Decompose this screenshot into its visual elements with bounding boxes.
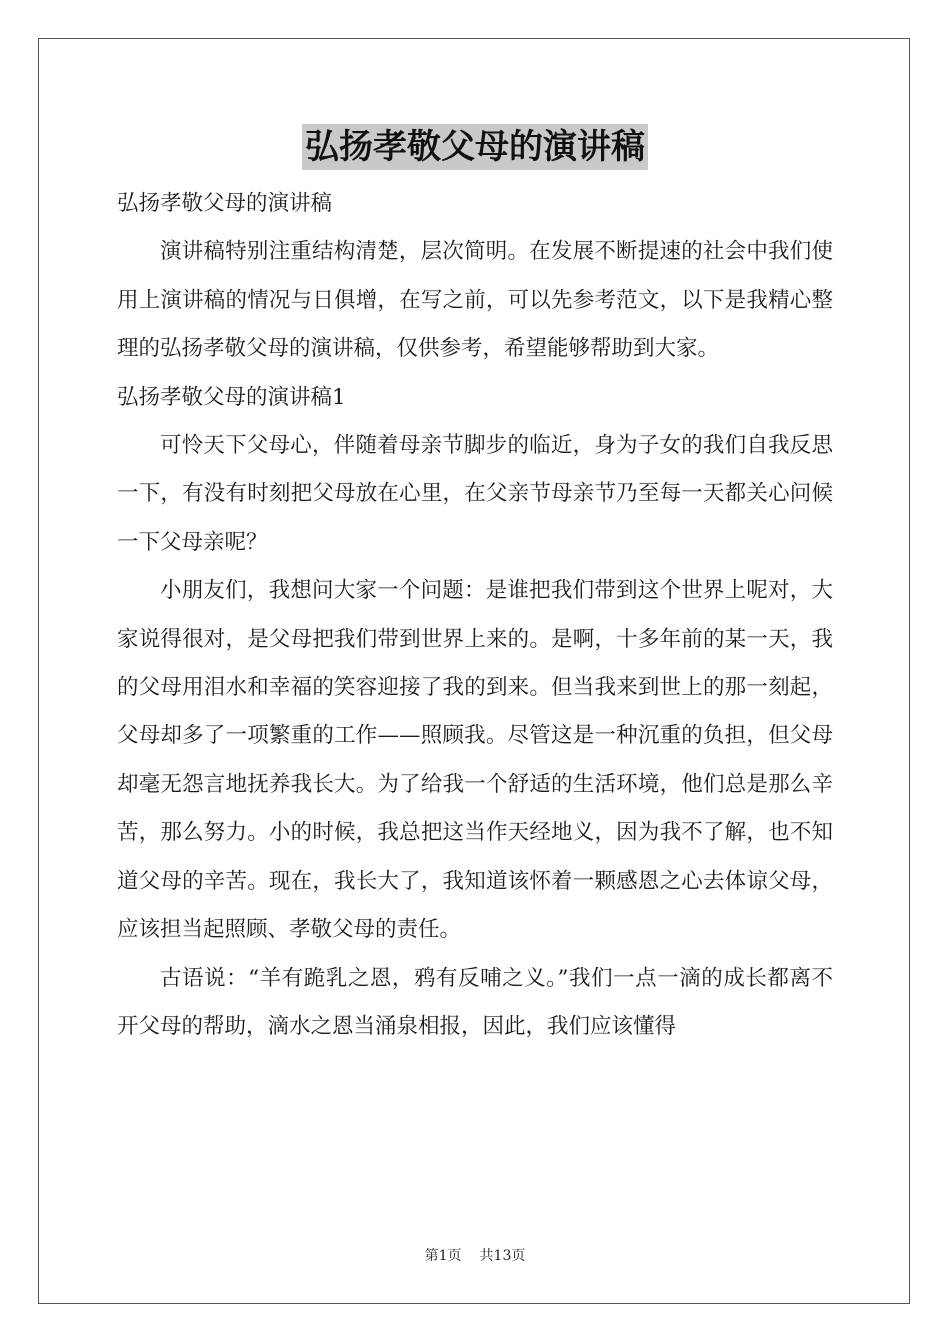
document-subtitle: 弘扬孝敬父母的演讲稿 — [117, 191, 333, 216]
section-heading: 弘扬孝敬父母的演讲稿1 — [117, 384, 346, 410]
title-container — [0, 124, 950, 170]
document-body — [117, 180, 833, 1051]
body-paragraph: 古语说：“羊有跪乳之恩，鸦有反哺之义。”我们一点一滴的成长都离不开父母的帮助，滴水之恩当涌泉相报，因此，我们应该懂得 — [117, 965, 833, 1039]
document-title: 弘扬孝敬父母的演讲稿 — [302, 124, 648, 170]
page-footer — [0, 1246, 950, 1266]
intro-paragraph: 演讲稿特别注重结构清楚，层次简明。在发展不断提速的社会中我们使用上演讲稿的情况与日俱增，在写之前，可以先参考范文，以下是我精心整理的弘扬孝敬父母的演讲稿，仅供参考，希望能够帮助到大家。 — [117, 239, 833, 362]
body-paragraph: 可怜天下父母心，伴随着母亲节脚步的临近，身为子女的我们自我反思一下，有没有时刻把父母放在心里，在父亲节母亲节乃至每一天都关心问候一下父母亲呢？ — [117, 433, 833, 555]
page-total: 共13页 — [479, 1248, 526, 1264]
body-paragraph: 小朋友们，我想问大家一个问题：是谁把我们带到这个世界上呢对，大家说得很对，是父母把我们带到世界上来的。是啊，十多年前的某一天，我的父母用泪水和幸福的笑容迎接了我的到来。但当我来到世上的那一刻起，父母却多了一项繁重的工作——照顾我。尽管这是一种沉重的负担，但父母却毫无怨言地抚养我长大。为了给我一个舒适的生活环境，他们总是那么辛苦，那么努力。小的时候，我总把这当作天经地义，因为我不了解，也不知道父母的辛苦。现在，我长大了，我知道该怀着一颗感恩之心去体谅父母，应该担当起照顾、孝敬父母的责任。 — [117, 578, 833, 943]
page-number: 第1页 — [424, 1248, 462, 1264]
